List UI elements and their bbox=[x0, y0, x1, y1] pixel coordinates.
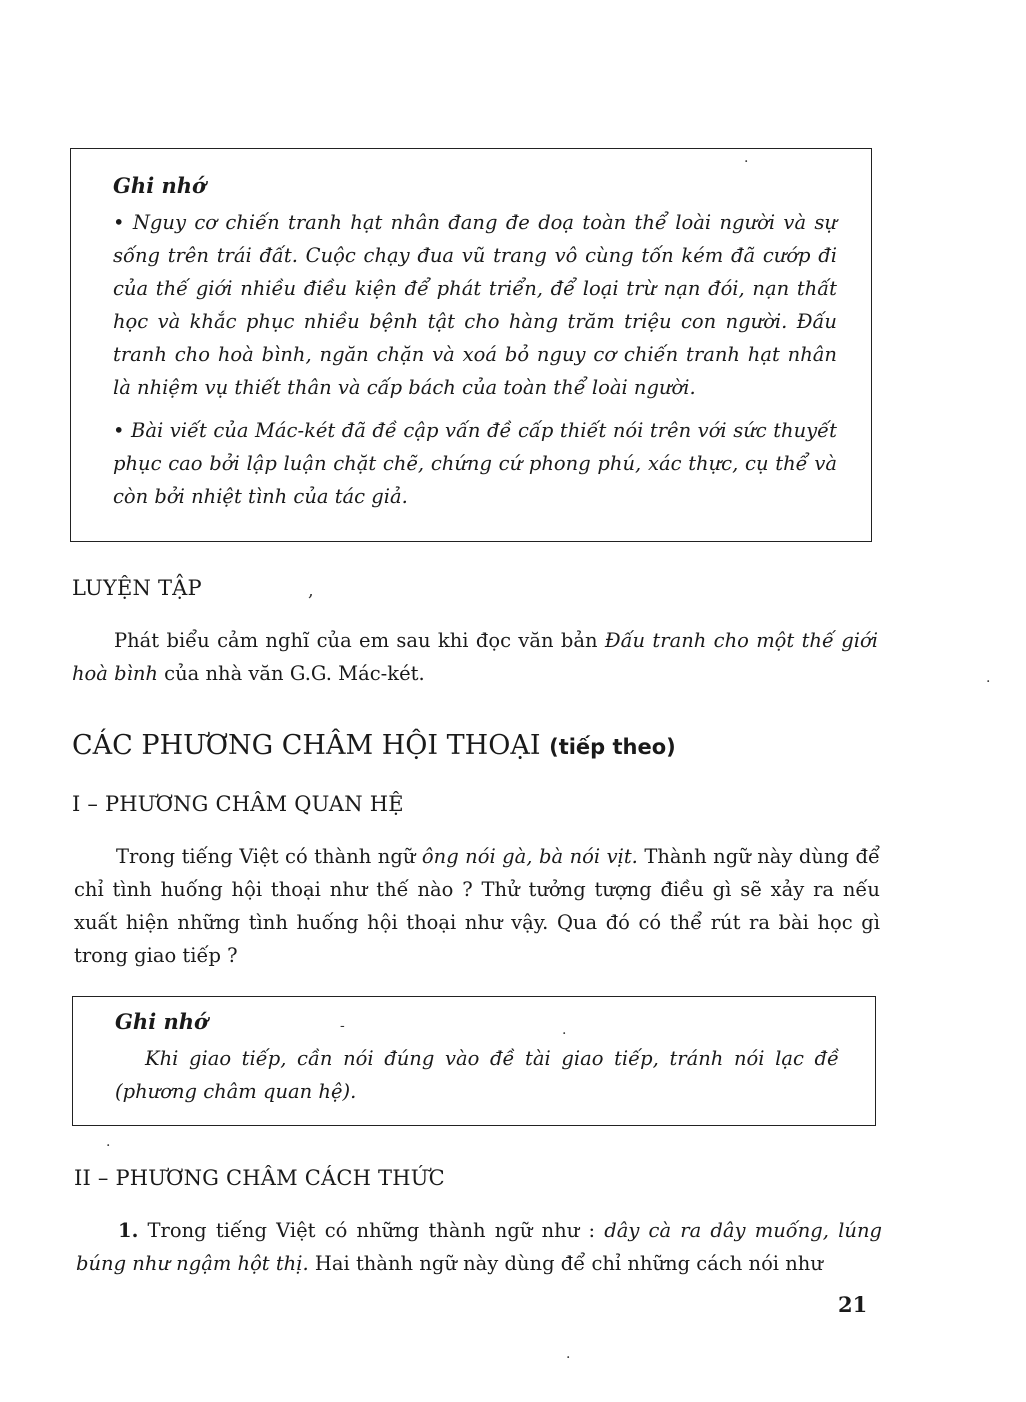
scan-speck: · bbox=[106, 1138, 111, 1154]
section-1-heading: I – PHƯƠNG CHÂM QUAN HỆ bbox=[72, 792, 404, 816]
section-2-idioms: dây cà ra dây muống, lúng búng như ngậm hột thị. bbox=[76, 1219, 882, 1275]
memo-box-2-text: Khi giao tiếp, cần nói đúng vào đề tài giao tiếp, tránh nói lạc đề (phương châm quan hệ). bbox=[115, 1047, 839, 1103]
scan-speck: - bbox=[340, 1018, 345, 1034]
section-2-number: 1. bbox=[118, 1219, 139, 1242]
section-2-text-after: Hai thành ngữ này dùng để chỉ những cách nói như bbox=[308, 1252, 823, 1275]
memo-box-1-paragraph-1: • Nguy cơ chiến tranh hạt nhân đang đe doạ toàn thể loài người và sự sống trên trái đất. Cuộc chạy đua vũ trang vô cùng tốn kém đã cướp đi của thế giới nhiều điều kiện để phát triển, để loại trừ nạn đói, nạn thất học và khắc phục nhiều bệnh tật cho hàng trăm triệu con người. Đấu tranh cho hoà bình, ngăn chặn và xoá bỏ nguy cơ chiến tranh hạt nhân là nhiệm vụ thiết thân và cấp bách của toàn thể loài người. bbox=[113, 211, 837, 399]
practice-text-title: Đấu tranh cho một thế giới hoà bình bbox=[72, 629, 878, 685]
memo-box-1 bbox=[70, 148, 872, 542]
practice-text-before: Phát biểu cảm nghĩ của em sau khi đọc văn bản bbox=[114, 629, 605, 652]
scan-speck: · bbox=[986, 674, 991, 690]
memo-box-1-paragraph-2: • Bài viết của Mác-két đã đề cập vấn đề cấp thiết nói trên với sức thuyết phục cao bởi lập luận chặt chẽ, chứng cứ phong phú, xác thực, cụ thể và còn bởi nhiệt tình của tác giả. bbox=[113, 419, 837, 508]
memo-box-2-title: Ghi nhớ bbox=[115, 1009, 209, 1034]
scan-speck: · bbox=[566, 1350, 571, 1366]
section-1-paragraph bbox=[74, 840, 880, 972]
lesson-title-sub: (tiếp theo) bbox=[549, 735, 676, 759]
scan-speck: · bbox=[744, 154, 749, 170]
lesson-title-main: CÁC PHƯƠNG CHÂM HỘI THOẠI bbox=[72, 730, 541, 761]
section-1-text-after: Thành ngữ này dùng để chỉ tình huống hội thoại như thế nào ? Thử tưởng tượng điều gì sẽ xảy ra nếu xuất hiện những tình huống hội thoại như vậy. Qua đó có thể rút ra bài học gì trong giao tiếp ? bbox=[74, 845, 880, 967]
practice-paragraph bbox=[72, 624, 878, 690]
memo-box-1-title: Ghi nhớ bbox=[113, 173, 207, 198]
page-number: 21 bbox=[838, 1292, 868, 1317]
practice-heading: LUYỆN TẬP bbox=[72, 576, 202, 600]
section-2-text-before: Trong tiếng Việt có những thành ngữ như : bbox=[138, 1219, 605, 1242]
section-1-text-before: Trong tiếng Việt có thành ngữ bbox=[116, 845, 422, 868]
lesson-title bbox=[72, 730, 676, 761]
section-2-heading: II – PHƯƠNG CHÂM CÁCH THỨC bbox=[74, 1166, 445, 1190]
section-2-paragraph bbox=[76, 1214, 882, 1280]
section-1-idiom: ông nói gà, bà nói vịt. bbox=[421, 845, 638, 868]
scan-speck: , bbox=[308, 580, 314, 601]
memo-box-2 bbox=[72, 996, 876, 1126]
scan-speck: · bbox=[562, 1026, 567, 1042]
practice-text-after: của nhà văn G.G. Mác-két. bbox=[157, 662, 425, 685]
